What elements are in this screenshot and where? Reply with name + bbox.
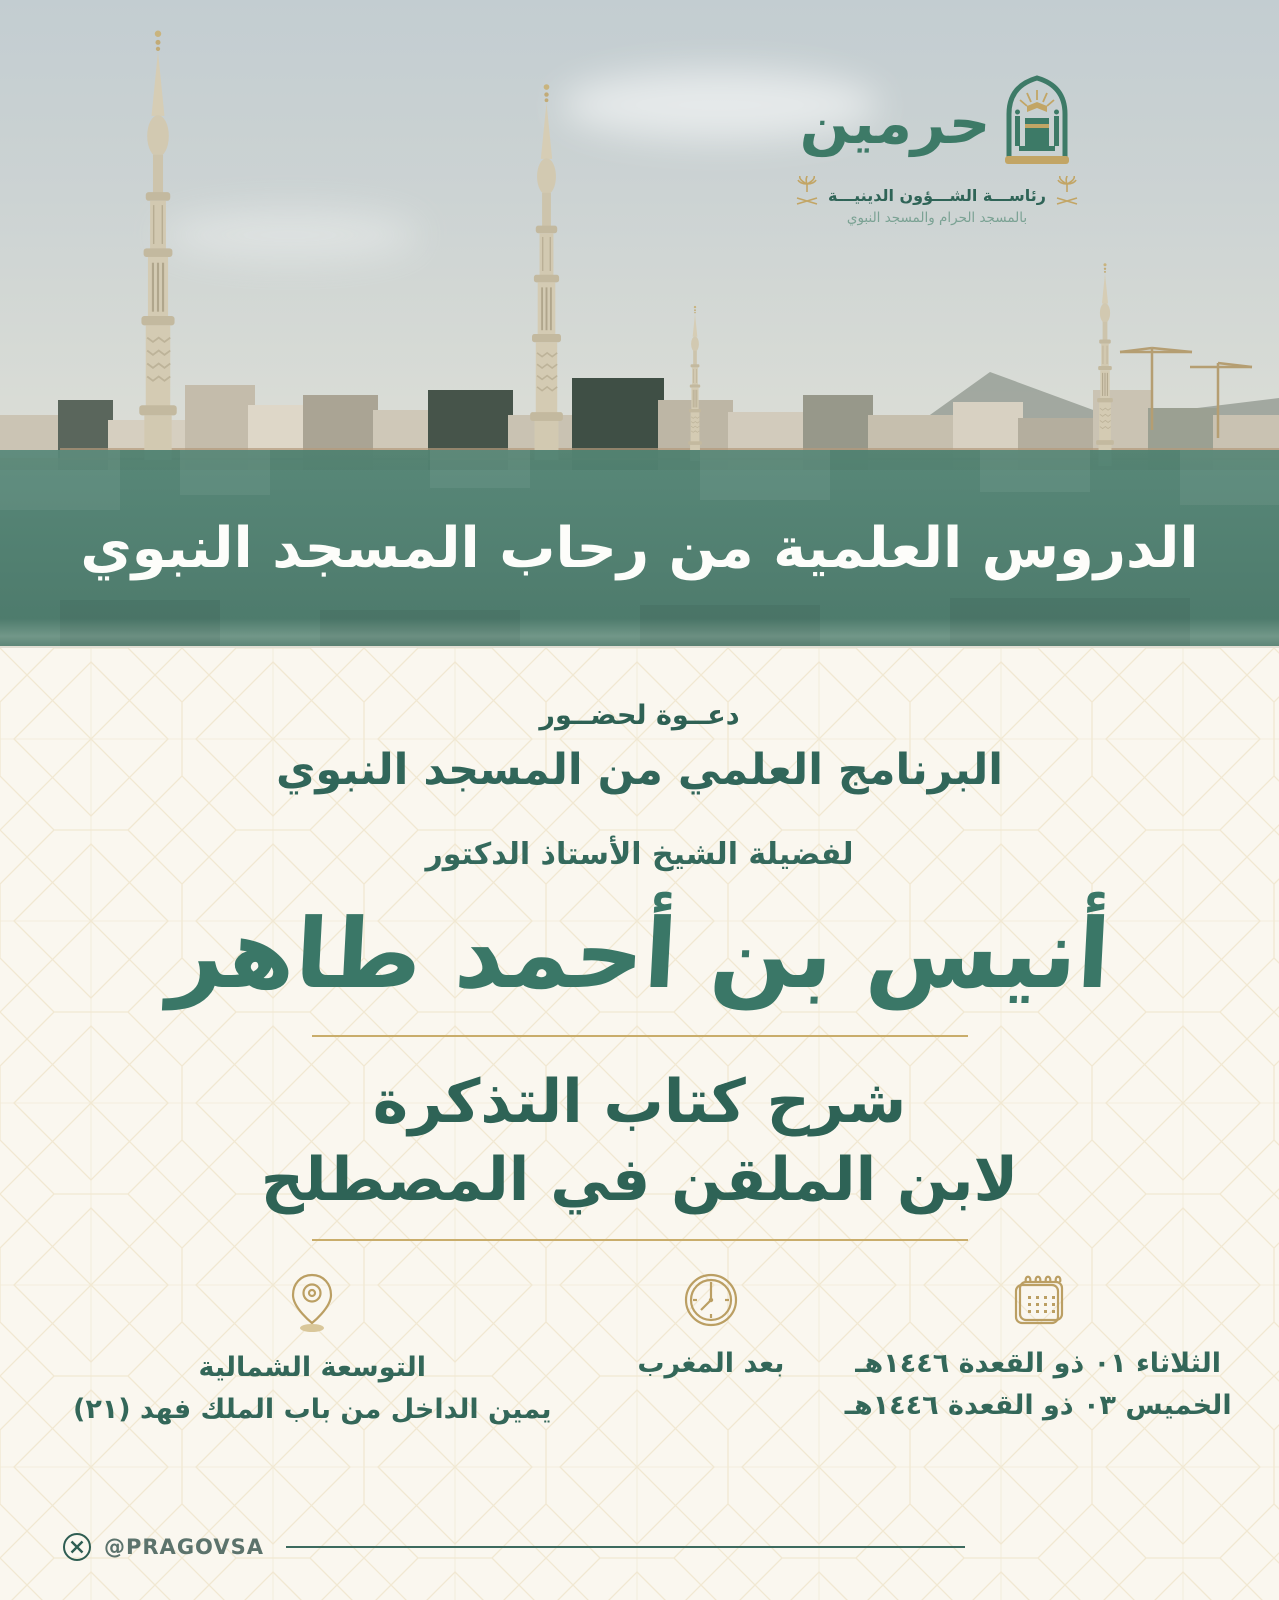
banner-title: الدروس العلمية من رحاب المسجد النبوي xyxy=(80,515,1199,581)
location-line-1: التوسعة الشمالية xyxy=(198,1351,427,1383)
footer xyxy=(62,1532,965,1562)
invitation-body xyxy=(0,648,1279,1600)
time-label: بعد المغرب xyxy=(637,1347,785,1379)
palm-swords-icon xyxy=(794,176,820,206)
footer-rule xyxy=(286,1546,965,1548)
date-line-2: الخميس ٠٣ ذو القعدة ١٤٤٦هـ xyxy=(844,1389,1232,1421)
date-line-1: الثلاثاء ٠١ ذو القعدة ١٤٤٦هـ xyxy=(855,1347,1221,1379)
location-line-2: يمين الداخل من باب الملك فهد (٢١) xyxy=(72,1393,552,1425)
honorific-line: لفضيلة الشيخ الأستاذ الدكتور xyxy=(425,837,854,872)
speaker-name: أنيس بن أحمد طاهر xyxy=(165,898,1114,1010)
gold-divider-top xyxy=(312,1035,968,1037)
date-column xyxy=(842,1271,1235,1427)
haramain-arch-icon xyxy=(1001,72,1073,176)
clock-icon xyxy=(682,1271,740,1329)
haramain-logo xyxy=(782,72,1092,226)
program-title: البرنامج العلمي من المسجد النبوي xyxy=(276,745,1003,795)
title-banner xyxy=(0,450,1279,646)
logo-wordmark: حرمين xyxy=(798,89,994,158)
x-social-icon xyxy=(62,1532,92,1562)
org-subtitle: بالمسجد الحرام والمسجد النبوي xyxy=(846,210,1028,226)
minaret-icon xyxy=(530,84,563,460)
event-details xyxy=(45,1271,1235,1431)
topic-line-2: لابن الملقن في المصطلح xyxy=(260,1144,1019,1215)
location-column xyxy=(45,1271,581,1431)
palm-swords-icon xyxy=(1054,176,1080,206)
invite-intro: دعــوة لحضــور xyxy=(539,700,740,731)
gold-divider-bottom xyxy=(312,1239,968,1241)
time-column xyxy=(580,1271,842,1385)
minaret-icon xyxy=(139,31,176,460)
location-pin-icon xyxy=(283,1271,341,1333)
social-handle: @PRAGOVSA xyxy=(104,1535,264,1559)
topic-line-1: شرح كتاب التذكرة xyxy=(372,1066,907,1137)
calendar-icon xyxy=(1009,1271,1067,1329)
org-name: رئاســـة الشـــؤون الدينيـــة xyxy=(828,185,1046,205)
